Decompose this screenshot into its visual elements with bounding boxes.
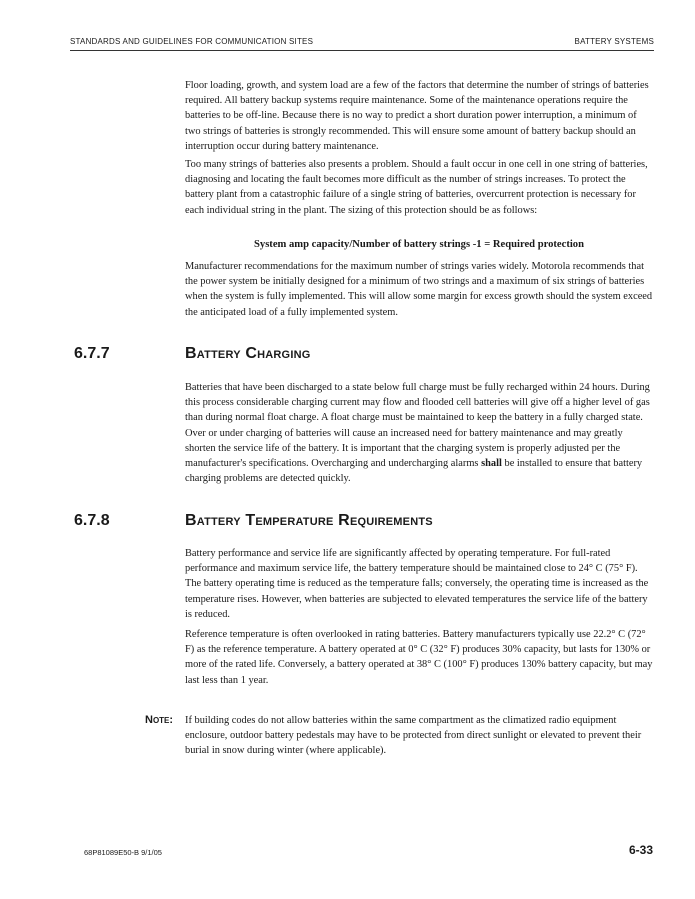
temperature-paragraph-2: Reference temperature is often overlooked in rating batteries. Battery manufacturers typically use 22.2° C (72° F) as the reference temperature. A battery operated at 0° C (32° F) produces 30% capacity, but lasts for 130% or more of the rated life. Conversely, a battery operated at 38° C (100° F) produces 130% battery capacity, but may last less than 1 year.: [185, 629, 653, 686]
intro-paragraph-2: Too many strings of batteries also presents a problem. Should a fault occur in one cell in one string of batteries, diagnosing and locating the fault becomes more difficult as the number of strings increases. To protect the battery plant from a catastrophic failure of a single string of batteries, overcurrent protection is necessary for each individual string in the plant. The sizing of this protection should be as follows:: [185, 159, 648, 216]
protection-formula: System amp capacity/Number of battery strings -1 = Required protection: [254, 239, 584, 250]
charging-text-shall: shall: [481, 458, 502, 470]
footer-document-number: 68P81089E50-B 9/1/05: [84, 848, 162, 857]
note-label: Note:: [145, 714, 174, 726]
header-document-title: STANDARDS AND GUIDELINES FOR COMMUNICATION SITES: [70, 37, 314, 46]
note-text: If building codes do not allow batteries within the same compartment as the climatized radio equipment enclosure, outdoor battery pedestals may have to be protected from direct sunlight or elevated to prevent their burial in snow during winter (where applicable).: [185, 715, 642, 757]
intro-paragraph-3: Manufacturer recommendations for the maximum number of strings varies widely. Motorola recommends that the power system be initially designed for a minimum of two strings and a maximum of six strings of batteries when the system is fully implemented. This will allow some margin for excess growth should the system exceed the anticipated load of a fully implemented system.: [185, 261, 653, 318]
section-number-678: 6.7.8: [74, 512, 110, 529]
section-title-battery-temperature: Battery Temperature Requirements: [185, 512, 433, 529]
section-number-677: 6.7.7: [74, 345, 110, 362]
footer-page-number: 6-33: [628, 843, 653, 857]
temperature-paragraph-1: Battery performance and service life are significantly affected by operating temperature. For full-rated performance and maximum service life, the battery temperature should be maintained close to 24° C (75° F). The battery operating time is reduced as the temperature falls; conversely, the operating time is increased as the temperature rises. However, when batteries are subjected to elevated temperatures the service life of the battery is reduced.: [185, 548, 649, 620]
charging-text-part2: be installed to ensure that battery charging problems are detected quickly.: [185, 458, 643, 485]
intro-paragraph-1: Floor loading, growth, and system load are a few of the factors that determine the number of strings of batteries required. All battery backup systems require maintenance. Some of the maintenance operations require the batteries to be off-line. Because there is no way to predict a short duration power interruption, a minimum of two strings of batteries is strongly recommended. This will ensure some amount of battery backup should an interruption occur during battery maintenance.: [185, 80, 649, 152]
header-chapter-title: BATTERY SYSTEMS: [574, 37, 654, 46]
charging-text-part1: Batteries that have been discharged to a state below full charge must be fully recharged within 24 hours. During this process considerable charging current may flow and flooded cell batteries will give off a higher level of gas than during normal float charge. A float charge must be maintained to keep the battery in a fully charged state. Over or under charging of batteries will cause an increased need for battery maintenance and may greatly shorten the service life of the battery. It is important that the charging system is properly adjusted per the manufacturer's specifications. Overcharging and undercharging alarms: [185, 382, 650, 470]
running-header: [70, 36, 654, 51]
section-title-battery-charging: Battery Charging: [185, 345, 311, 362]
charging-paragraph: [185, 380, 653, 486]
